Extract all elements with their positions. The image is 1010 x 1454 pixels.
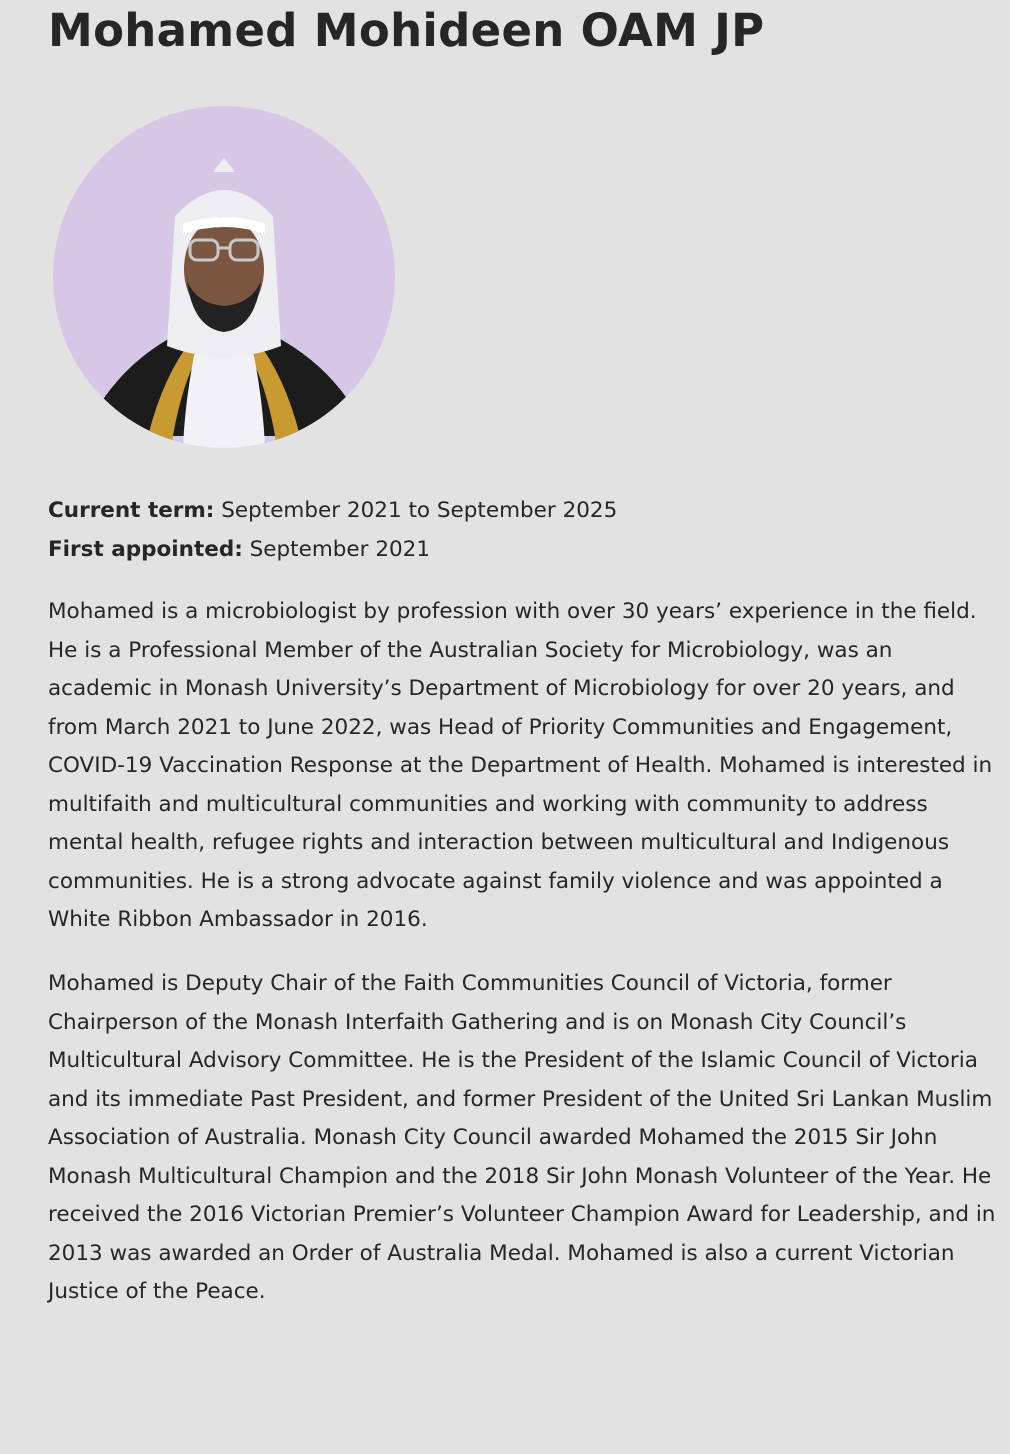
first-appointed-label: First appointed: [48,536,243,562]
current-term-label: Current term: [48,498,215,523]
current-term-value: September 2021 to September 2025 [221,498,618,523]
profile-photo [53,106,395,448]
page-title: Mohamed Mohideen OAM JP [48,4,765,57]
bio-paragraph: Mohamed is Deputy Chair of the Faith Communities Council of Victoria, former Chairperson of the Monash Interfaith Gathering and is on Monash City Council’s Multicultural Advisory Committee. He is the President of the Islamic Council of Victoria and its immediate Past President, and former President of the United Sri Lankan Muslim Association of Australia. Monash City Council awarded Mohamed the 2015 Sir John Monash Multicultural Champion and the 2018 Sir John Monash Volunteer of the Year. He received the 2016 Victorian Premier’s Volunteer Champion Award for Leadership, and in 2013 was awarded an Order of Australia Medal. Mohamed is also a current Victorian Justice of the Peace. [48,971,996,1304]
current-term [48,492,617,531]
bio-paragraph: Mohamed is a microbiologist by profession with over 30 years’ experience in the field. He is a Professional Member of the Australian Society for Microbiology, was an academic in Monash University’s Department of Microbiology for over 20 years, and from March 2021 to June 2022, was Head of Priority Communities and Engagement, COVID-19 Vaccination Response at the Department of Health. Mohamed is interested in multifaith and multicultural communities and working with community to address mental health, refugee rights and interaction between multicultural and Indigenous communities. He is a strong advocate against family violence and was appointed a White Ribbon Ambassador in 2016. [48,599,993,932]
biography [48,593,1003,1337]
first-appointed-value: September 2021 [249,536,431,562]
profile-page [48,0,1003,1304]
first-appointed [48,531,617,570]
person-portrait-icon [53,106,395,448]
appointment-details [48,492,617,569]
